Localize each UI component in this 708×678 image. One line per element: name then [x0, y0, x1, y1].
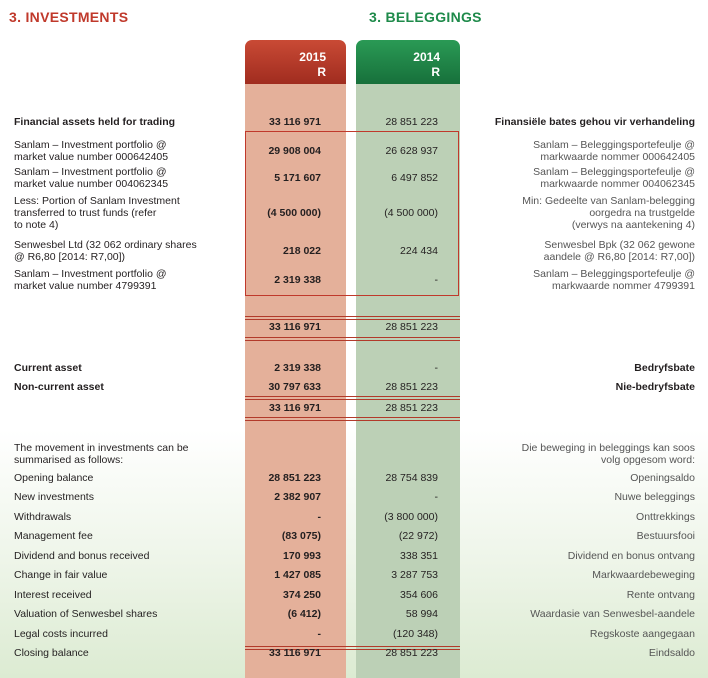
row-label-af: Onttrekkings — [636, 511, 695, 523]
row-label-en: Sanlam – Investment portfolio @ market value number 004062345 — [14, 166, 169, 190]
row-label-en: New investments — [14, 491, 94, 503]
value-2015: - — [317, 511, 321, 523]
row-label-af: Rente ontvang — [626, 589, 695, 601]
value-2014: - — [434, 491, 438, 503]
value-2015: 29 908 004 — [268, 145, 321, 157]
value-2014: 338 351 — [400, 550, 438, 562]
value-2015: (83 075) — [281, 530, 321, 542]
row-label-af: Nie-bedryfsbate — [615, 381, 695, 393]
row-label-en: Dividend and bonus received — [14, 550, 150, 562]
currency-2014-label: R — [431, 65, 440, 79]
row-label-af: Dividend en bonus ontvang — [567, 550, 695, 562]
value-2014: 28 851 223 — [385, 402, 438, 414]
value-2014: 3 287 753 — [391, 569, 438, 581]
row-label-en: Interest received — [14, 589, 92, 601]
row-label-en: Withdrawals — [14, 511, 72, 523]
value-2015: 28 851 223 — [268, 472, 321, 484]
row-label-af: Markwaardebeweging — [592, 569, 695, 581]
value-2014: 28 754 839 — [385, 472, 438, 484]
value-2015: 2 319 338 — [274, 362, 321, 374]
value-2015: 2 319 338 — [274, 274, 321, 286]
value-2014: (4 500 000) — [384, 207, 438, 219]
value-2015: 2 382 907 — [274, 491, 321, 503]
value-2014: 28 851 223 — [385, 321, 438, 333]
value-2015: 170 993 — [283, 550, 321, 562]
row-label-en: Senwesbel Ltd (32 062 ordinary shares @ R6,80 [2014: R7,00]) — [14, 239, 197, 263]
year-2014-label: 2014 — [413, 50, 440, 64]
row-label-en: Non-current asset — [14, 381, 104, 393]
year-2015-tab — [245, 40, 346, 84]
row-label-en: Legal costs incurred — [14, 628, 108, 640]
row-label-af: Eindsaldo — [648, 647, 695, 659]
value-2014: 28 851 223 — [385, 116, 438, 128]
value-2015: 30 797 633 — [268, 381, 321, 393]
value-2014: 58 994 — [405, 608, 438, 620]
row-label-en: Current asset — [14, 362, 82, 374]
row-label-af: Bedryfsbate — [634, 362, 695, 374]
row-label-en: Management fee — [14, 530, 93, 542]
row-label-af: Sanlam – Beleggingsportefeulje @ markwaarde nommer 004062345 — [533, 166, 695, 190]
value-2014: 28 851 223 — [385, 647, 438, 659]
value-2015: - — [317, 628, 321, 640]
row-label-en: Valuation of Senwesbel shares — [14, 608, 158, 620]
value-2015: 374 250 — [283, 589, 321, 601]
row-label-af: Sanlam – Beleggingsportefeulje @ markwaarde nommer 4799391 — [533, 268, 695, 292]
value-2015: 33 116 971 — [269, 647, 321, 659]
currency-2015-label: R — [317, 65, 326, 79]
year-2014-tab — [356, 40, 460, 84]
row-label-af: Regskoste aangegaan — [589, 628, 695, 640]
value-2014: 354 606 — [400, 589, 438, 601]
value-2014: (120 348) — [393, 628, 438, 640]
row-label-af: Senwesbel Bpk (32 062 gewone aandele @ R6,80 [2014: R7,00]) — [543, 239, 695, 263]
section-title-en: 3. INVESTMENTS — [9, 9, 129, 25]
row-label-en: Opening balance — [14, 472, 94, 484]
row-label-af: Bestuursfooi — [636, 530, 695, 542]
row-label-en: Sanlam – Investment portfolio @ market value number 000642405 — [14, 139, 169, 163]
section-title-af: 3. BELEGGINGS — [369, 9, 482, 25]
value-2015: (4 500 000) — [267, 207, 321, 219]
year-2015-label: 2015 — [299, 50, 326, 64]
value-2014: - — [434, 274, 438, 286]
value-2014: (3 800 000) — [384, 511, 438, 523]
row-label-af: Sanlam – Beleggingsportefeulje @ markwaarde nommer 000642405 — [533, 139, 695, 163]
row-label-en: Closing balance — [14, 647, 89, 659]
value-2015: 5 171 607 — [274, 172, 321, 184]
value-2015: (6 412) — [287, 608, 321, 620]
row-label-af: Waardasie van Senwesbel-aandele — [530, 608, 695, 620]
value-2015: 1 427 085 — [274, 569, 321, 581]
row-label-en: Sanlam – Investment portfolio @ market value number 4799391 — [14, 268, 167, 292]
double-rule — [245, 396, 460, 400]
double-rule — [245, 417, 460, 421]
value-2015: 33 116 971 — [269, 321, 321, 333]
row-label-en: Less: Portion of Sanlam Investment transferred to trust funds (refer to note 4) — [14, 195, 180, 231]
row-label-af: Finansiële bates gehou vir verhandeling — [494, 116, 695, 128]
value-2014: 224 434 — [400, 245, 438, 257]
row-label-en: Change in fair value — [14, 569, 108, 581]
row-label-af: Die beweging in beleggings kan soos volg opgesom word: — [521, 442, 695, 466]
double-rule — [245, 316, 460, 320]
value-2015: 33 116 971 — [269, 402, 321, 414]
value-2014: - — [434, 362, 438, 374]
value-2014: 6 497 852 — [391, 172, 438, 184]
row-label-af: Min: Gedeelte van Sanlam-belegging oorgedra na trustgelde (verwys na aantekening 4) — [522, 195, 695, 231]
value-2015: 218 022 — [283, 245, 321, 257]
row-label-en: Financial assets held for trading — [14, 116, 176, 128]
double-rule — [245, 337, 460, 341]
row-label-af: Nuwe beleggings — [614, 491, 695, 503]
value-2015: 33 116 971 — [269, 116, 321, 128]
value-2014: (22 972) — [398, 530, 438, 542]
row-label-af: Openingsaldo — [630, 472, 695, 484]
row-label-en: The movement in investments can be summarised as follows: — [14, 442, 189, 466]
value-2014: 28 851 223 — [385, 381, 438, 393]
value-2014: 26 628 937 — [385, 145, 438, 157]
